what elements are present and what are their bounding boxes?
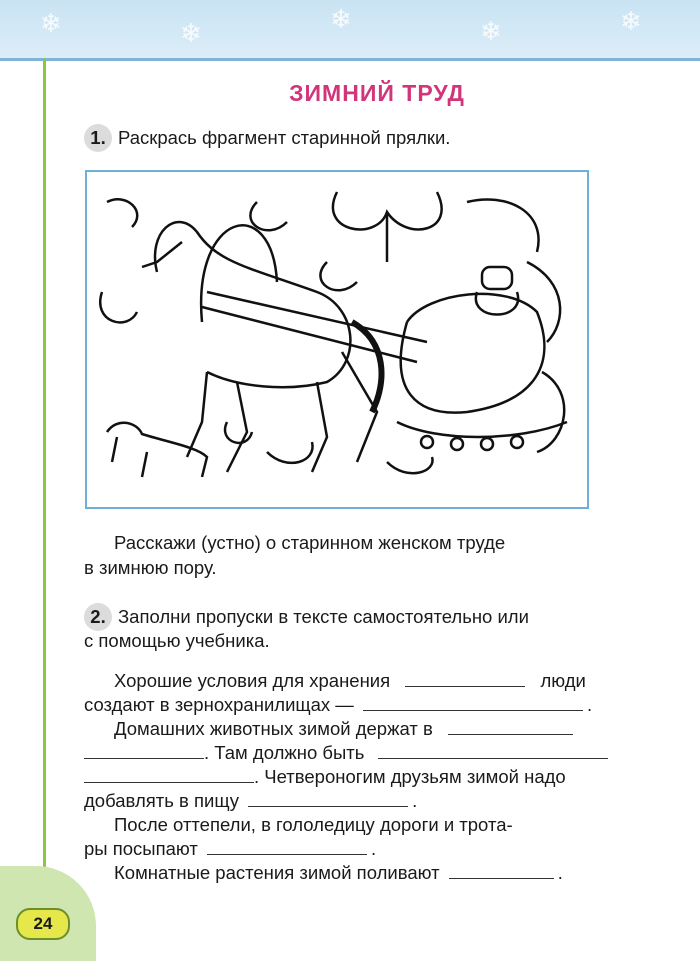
margin-line [43,58,46,961]
answer-blank[interactable] [84,742,204,759]
text-line: . Четвероногим друзьям зимой надо [84,766,566,788]
task-2-line-2: с помощью учебника. [84,630,270,651]
snowflake-icon: ❄ [180,18,202,48]
snowflake-icon: ❄ [40,8,62,38]
task-text: Раскрась фрагмент старинной прялки. [118,127,451,148]
top-banner [0,0,700,61]
retell-line-1: Расскажи (устно) о старинном женском труде [114,532,506,553]
task-2 [84,603,529,631]
snowflake-icon: ❄ [480,16,502,46]
answer-blank[interactable] [363,694,583,711]
text-line: создают в зернохранилищах — . [84,694,593,715]
answer-blank[interactable] [405,670,525,687]
answer-blank[interactable] [448,718,573,735]
page-title: ЗИМНИЙ ТРУД [289,80,465,106]
answer-blank[interactable] [248,790,408,807]
task-number: 1. [84,124,112,152]
text-line: Комнатные растения зимой поливают . [114,862,563,883]
text-line: ры посыпают . [84,838,377,859]
page-number: 24 [16,908,70,940]
coloring-illustration[interactable] [85,170,589,509]
task-1 [84,124,450,152]
answer-blank[interactable] [207,838,367,855]
answer-blank[interactable] [378,742,608,759]
snowflake-icon: ❄ [330,4,352,34]
task-text-line-1: Заполни пропуски в тексте самостоятельно или [118,606,529,627]
answer-blank[interactable] [84,766,254,783]
text-line: . Там должно быть [84,742,608,764]
text-line: Хорошие условия для хранения люди [114,670,586,691]
answer-blank[interactable] [449,862,554,879]
horse-sleigh-illustration [87,172,587,507]
task-number: 2. [84,603,112,631]
text-line: добавлять в пищу . [84,790,418,811]
text-line: Домашних животных зимой держат в [114,718,573,740]
text-line: После оттепели, в гололедицу дороги и трота- [114,814,513,835]
snowflake-icon: ❄ [620,6,642,36]
retell-line-2: в зимнюю пору. [84,557,217,578]
